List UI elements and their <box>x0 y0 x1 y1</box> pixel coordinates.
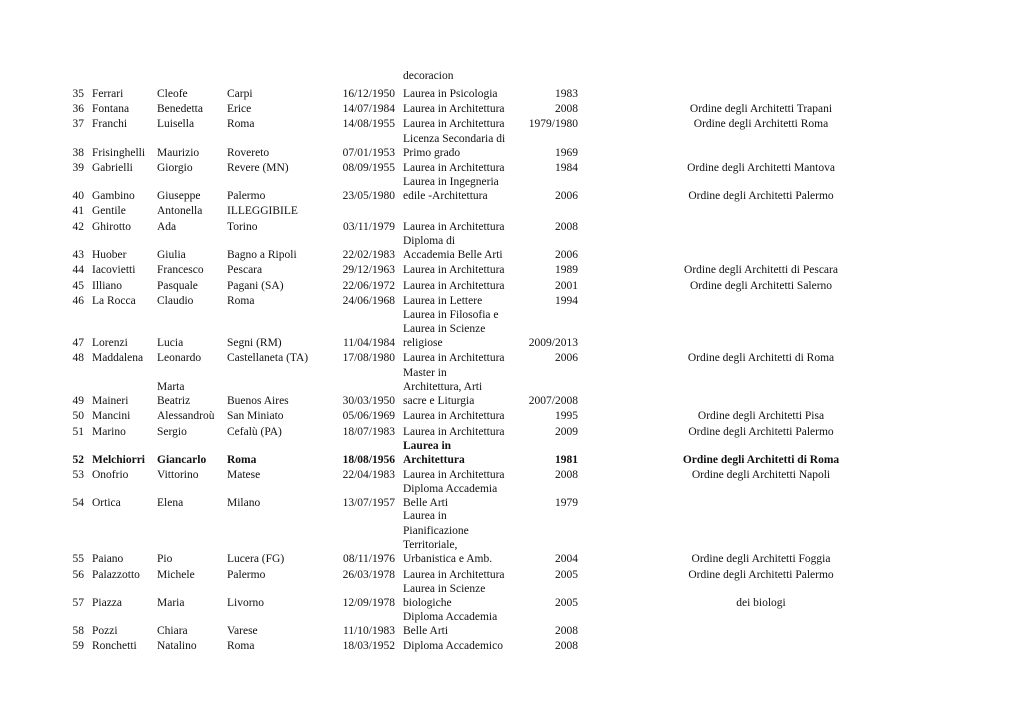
birth-date-cell: 18/08/1956 <box>342 454 395 466</box>
first-name-cell: Pio <box>157 553 173 565</box>
degree-cell: Laurea in Architettura <box>403 264 505 276</box>
surname-cell: Paiano <box>92 553 124 565</box>
row-number: 36 <box>72 103 84 115</box>
degree-cell: Master in <box>403 366 447 379</box>
year-cell: 2004 <box>555 553 578 565</box>
birth-date-cell: 24/06/1968 <box>342 295 395 307</box>
surname-cell: Marino <box>92 426 126 438</box>
professional-order-cell: Ordine degli Architetti Foggia <box>691 553 831 565</box>
row-number: 56 <box>72 569 84 581</box>
row-number: 38 <box>72 147 84 159</box>
degree-cell: Diploma Accademia <box>403 482 498 495</box>
year-cell: 2008 <box>555 221 578 233</box>
degree-cell: Laurea in Architettura <box>403 118 505 130</box>
professional-order-cell: Ordine degli Architetti Palermo <box>688 569 834 581</box>
first-name-cell: Giancarlo <box>157 454 207 466</box>
birth-date-cell: 22/04/1983 <box>342 469 395 481</box>
surname-cell: Ronchetti <box>92 640 137 652</box>
degree-cell: Urbanistica e Amb. <box>403 553 493 565</box>
first-name-cell: Elena <box>157 497 184 509</box>
first-name-cell: Francesco <box>157 264 204 276</box>
birth-date-cell: 08/11/1976 <box>343 553 395 565</box>
row-number: 51 <box>72 426 84 438</box>
birth-date-cell: 11/10/1983 <box>343 625 395 637</box>
degree-cell: Licenza Secondaria di <box>403 132 506 145</box>
row-number: 53 <box>72 469 84 481</box>
degree-cell: Primo grado <box>403 147 461 159</box>
surname-cell: Iacovietti <box>92 264 136 276</box>
birthplace-cell: Lucera (FG) <box>227 553 285 565</box>
year-cell: 2006 <box>555 352 578 364</box>
surname-cell: Ghirotto <box>92 221 131 233</box>
birthplace-cell: Cefalù (PA) <box>227 426 282 438</box>
row-number: 40 <box>72 190 84 202</box>
surname-cell: Onofrio <box>92 469 129 481</box>
year-cell: 2005 <box>555 569 578 581</box>
surname-cell: Franchi <box>92 118 128 130</box>
first-name-cell: Lucia <box>157 337 184 349</box>
birthplace-cell: Varese <box>227 625 258 637</box>
first-name-cell: Benedetta <box>157 103 203 115</box>
first-name-cell: Natalino <box>157 640 197 652</box>
degree-cell: Laurea in Scienze <box>403 582 486 595</box>
birthplace-cell: Bagno a Ripoli <box>227 249 297 261</box>
degree-cell: Laurea in <box>403 510 447 523</box>
first-name-cell: Vittorino <box>157 469 199 481</box>
birthplace-cell: Torino <box>227 221 258 233</box>
birth-date-cell: 23/05/1980 <box>342 190 395 202</box>
degree-cell: Laurea in Lettere <box>403 295 483 307</box>
birthplace-cell: Erice <box>227 103 252 115</box>
degree-cell: Laurea in Architettura <box>403 221 505 233</box>
row-number: 58 <box>72 625 84 637</box>
surname-cell: Gentile <box>92 205 126 217</box>
row-number: 44 <box>72 264 84 276</box>
degree-cell: Laurea in Filosofia e <box>403 308 499 321</box>
degree-cell: Laurea in Architettura <box>403 280 505 292</box>
professional-order-cell: Ordine degli Architetti Palermo <box>688 190 834 202</box>
birth-date-cell: 18/03/1952 <box>342 640 395 652</box>
first-name-cell: Cleofe <box>157 88 188 100</box>
birth-date-cell: 16/12/1950 <box>342 88 395 100</box>
professional-order-cell: Ordine degli Architetti Napoli <box>691 469 831 481</box>
surname-cell: La Rocca <box>92 295 136 307</box>
birth-date-cell: 14/08/1955 <box>342 118 395 130</box>
first-name-cell: Ada <box>157 221 177 233</box>
degree-cell: Laurea in Ingegneria <box>403 175 499 188</box>
degree-cell: sacre e Liturgia <box>403 395 475 407</box>
birthplace-cell: Palermo <box>227 190 266 202</box>
row-number: 42 <box>72 221 84 233</box>
birthplace-cell: Castellaneta (TA) <box>227 352 309 364</box>
surname-cell: Gabrielli <box>92 162 133 174</box>
row-number: 55 <box>72 553 84 565</box>
degree-cell: decoracion <box>403 70 454 82</box>
year-cell: 2008 <box>555 625 578 637</box>
first-name-cell: Maurizio <box>157 147 200 159</box>
year-cell: 2008 <box>555 469 578 481</box>
birthplace-cell: Revere (MN) <box>227 162 289 174</box>
degree-cell: biologiche <box>403 597 452 609</box>
professional-order-cell: Ordine degli Architetti di Roma <box>682 454 840 466</box>
surname-cell: Huober <box>92 249 127 261</box>
degree-cell: edile -Architettura <box>403 190 488 202</box>
row-number: 43 <box>72 249 84 261</box>
birthplace-cell: Roma <box>227 295 255 307</box>
degree-cell: Laurea in Psicologia <box>403 88 498 100</box>
row-number: 59 <box>72 640 84 652</box>
first-name-cell: Maria <box>157 597 185 609</box>
professional-order-cell: Ordine degli Architetti Pisa <box>697 410 825 422</box>
year-cell: 2009/2013 <box>528 337 578 349</box>
row-number: 35 <box>72 88 84 100</box>
degree-cell: Architettura <box>403 454 465 466</box>
birthplace-cell: Roma <box>227 454 257 466</box>
first-name-cell: Michele <box>157 569 195 581</box>
birthplace-cell: Roma <box>227 118 255 130</box>
birth-date-cell: 13/07/1957 <box>342 497 395 509</box>
birthplace-cell: ILLEGGIBILE <box>227 205 298 217</box>
first-name-cell: Claudio <box>157 295 194 307</box>
birthplace-cell: Rovereto <box>227 147 270 159</box>
year-cell: 1979 <box>555 497 578 509</box>
year-cell: 2007/2008 <box>528 395 578 407</box>
year-cell: 1983 <box>555 88 578 100</box>
birth-date-cell: 11/04/1984 <box>343 337 395 349</box>
degree-cell: Laurea in Architettura <box>403 426 505 438</box>
surname-cell: Gambino <box>92 190 135 202</box>
row-number: 52 <box>72 454 84 466</box>
year-cell: 1989 <box>555 264 578 276</box>
birthplace-cell: Livorno <box>227 597 265 609</box>
row-number: 39 <box>72 162 84 174</box>
degree-cell: Belle Arti <box>403 497 449 509</box>
surname-cell: Piazza <box>92 597 123 609</box>
degree-cell: Laurea in Architettura <box>403 569 505 581</box>
degree-cell: Laurea in Architettura <box>403 162 505 174</box>
surname-cell: Mancini <box>92 410 131 422</box>
birthplace-cell: Roma <box>227 640 255 652</box>
birthplace-cell: Buenos Aires <box>227 395 289 407</box>
surname-cell: Maddalena <box>92 352 144 364</box>
professional-order-cell: Ordine degli Architetti Salerno <box>689 280 833 292</box>
surname-cell: Melchiorri <box>92 454 146 466</box>
year-cell: 1981 <box>555 454 578 466</box>
year-cell: 1995 <box>555 410 578 422</box>
birth-date-cell: 08/09/1955 <box>342 162 395 174</box>
year-cell: 1979/1980 <box>528 118 578 130</box>
surname-cell: Lorenzi <box>92 337 128 349</box>
birth-date-cell: 22/02/1983 <box>342 249 395 261</box>
birthplace-cell: Segni (RM) <box>227 337 282 349</box>
birth-date-cell: 07/01/1953 <box>342 147 395 159</box>
row-number: 45 <box>72 280 84 292</box>
first-name-cell: Marta <box>157 380 185 393</box>
year-cell: 2006 <box>555 249 578 261</box>
first-name-cell: Giorgio <box>157 162 193 174</box>
degree-cell: Accademia Belle Arti <box>403 249 503 261</box>
surname-cell: Palazzotto <box>92 569 140 581</box>
year-cell: 1984 <box>555 162 578 174</box>
degree-cell: Diploma Accademico <box>403 640 503 652</box>
year-cell: 2006 <box>555 190 578 202</box>
degree-cell: Territoriale, <box>403 538 458 551</box>
surname-cell: Ortica <box>92 497 121 509</box>
degree-cell: Laurea in Scienze <box>403 322 486 335</box>
birthplace-cell: Matese <box>227 469 261 481</box>
row-number: 41 <box>72 205 84 217</box>
birth-date-cell: 18/07/1983 <box>342 426 395 438</box>
year-cell: 2009 <box>555 426 578 438</box>
year-cell: 2008 <box>555 640 578 652</box>
row-number: 46 <box>72 295 84 307</box>
birth-date-cell: 17/08/1980 <box>342 352 395 364</box>
birth-date-cell: 05/06/1969 <box>342 410 395 422</box>
degree-cell: Laurea in Architettura <box>403 469 505 481</box>
surname-cell: Frisinghelli <box>92 147 146 159</box>
surname-cell: Illiano <box>92 280 123 292</box>
first-name-cell: Alessandroù <box>157 410 215 422</box>
row-number: 47 <box>72 337 84 349</box>
year-cell: 1994 <box>555 295 578 307</box>
birth-date-cell: 22/06/1972 <box>342 280 395 292</box>
professional-order-cell: Ordine degli Architetti Trapani <box>689 103 833 115</box>
degree-cell: Laurea in Architettura <box>403 352 505 364</box>
birth-date-cell: 14/07/1984 <box>342 103 395 115</box>
year-cell: 2001 <box>555 280 578 292</box>
first-name-cell: Leonardo <box>157 352 202 364</box>
degree-cell: Laurea in <box>403 439 452 452</box>
year-cell: 1969 <box>555 147 578 159</box>
degree-cell: Diploma di <box>403 234 456 247</box>
professional-order-cell: Ordine degli Architetti di Pescara <box>684 264 838 276</box>
birthplace-cell: Milano <box>227 497 261 509</box>
first-name-cell: Sergio <box>157 426 187 438</box>
surname-cell: Maineri <box>92 395 129 407</box>
degree-cell: Architettura, Arti <box>403 380 483 393</box>
first-name-cell: Giuseppe <box>157 190 201 202</box>
birthplace-cell: San Miniato <box>227 410 284 422</box>
birthplace-cell: Pagani (SA) <box>227 280 284 292</box>
year-cell: 2008 <box>555 103 578 115</box>
year-cell: 2005 <box>555 597 578 609</box>
degree-cell: Laurea in Architettura <box>403 410 505 422</box>
professional-order-cell: Ordine degli Architetti Palermo <box>688 426 834 438</box>
degree-cell: religiose <box>403 337 443 349</box>
birthplace-cell: Pescara <box>227 264 263 276</box>
row-number: 37 <box>72 118 84 130</box>
row-number: 50 <box>72 410 84 422</box>
first-name-cell: Luisella <box>157 118 195 130</box>
birth-date-cell: 12/09/1978 <box>342 597 395 609</box>
first-name-cell: Beatriz <box>157 395 191 407</box>
degree-cell: Belle Arti <box>403 625 449 637</box>
birthplace-cell: Palermo <box>227 569 266 581</box>
degree-cell: Laurea in Architettura <box>403 103 505 115</box>
surname-cell: Pozzi <box>92 625 118 637</box>
birth-date-cell: 30/03/1950 <box>342 395 395 407</box>
surname-cell: Ferrari <box>92 88 124 100</box>
row-number: 54 <box>72 497 84 509</box>
professional-order-cell: Ordine degli Architetti Mantova <box>687 162 835 174</box>
professional-order-cell: dei biologi <box>736 597 786 609</box>
birth-date-cell: 03/11/1979 <box>343 221 395 233</box>
birth-date-cell: 26/03/1978 <box>342 569 395 581</box>
professional-order-cell: Ordine degli Architetti Roma <box>693 118 829 130</box>
first-name-cell: Giulia <box>157 249 186 261</box>
row-number: 57 <box>72 597 84 609</box>
row-number: 48 <box>72 352 84 364</box>
degree-cell: Diploma Accademia <box>403 610 498 623</box>
professional-order-cell: Ordine degli Architetti di Roma <box>687 352 835 364</box>
first-name-cell: Pasquale <box>157 280 198 292</box>
first-name-cell: Antonella <box>157 205 203 217</box>
first-name-cell: Chiara <box>157 625 188 637</box>
row-number: 49 <box>72 395 84 407</box>
surname-cell: Fontana <box>92 103 130 115</box>
degree-cell: Pianificazione <box>403 524 469 537</box>
birthplace-cell: Carpi <box>227 88 253 100</box>
birth-date-cell: 29/12/1963 <box>342 264 395 276</box>
